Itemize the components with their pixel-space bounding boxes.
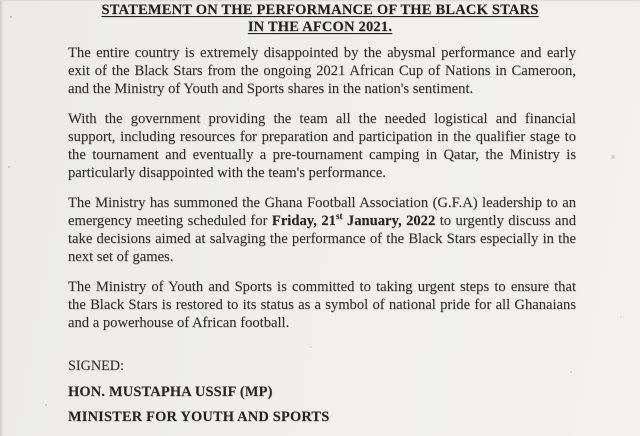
signature-block	[68, 358, 576, 434]
paragraph-4: The Ministry of Youth and Sports is committed to taking urgent steps to ensure that the Black Stars is restored to its status as a symbol of national pride for all Ghanaians and a powerhouse of African football.	[68, 279, 576, 331]
meeting-date-ordinal: st	[335, 211, 343, 222]
paragraph-3-post: to urgently discuss and take decisions aimed at salvaging the performance of the Black Stars especially in the next set of games.	[68, 213, 576, 265]
document-body	[68, 44, 576, 344]
paragraph-2: With the government providing the team all the needed logistical and financial support, including resources for preparation and participation in the qualifier stage to the tournament and eventually a pre-tournament camping in Qatar, the Ministry is particularly disappointed with the team's performance.	[68, 111, 576, 181]
document-title	[0, 0, 640, 36]
scan-edge-left	[0, 0, 4, 436]
paragraph-1: The entire country is extremely disappointed by the abysmal performance and early exit of the Black Stars from the ongoing 2021 African Cup of Nations in Cameroon, and the Ministry of Youth and Sports shares in the nation's sentiment.	[68, 45, 576, 97]
scan-noise-speckles	[10, 16, 12, 18]
scan-edge-top	[0, 0, 640, 2]
meeting-date-part-b: January, 2022	[342, 213, 436, 229]
signatory-title: MINISTER FOR YOUTH AND SPORTS	[68, 409, 330, 425]
meeting-date-part-a: Friday, 21	[271, 213, 336, 229]
signatory-name: HON. MUSTAPHA USSIF (MP)	[68, 384, 273, 400]
signed-label: SIGNED:	[68, 358, 124, 374]
title-line-2: IN THE AFCON 2021.	[247, 19, 393, 35]
paragraph-3	[68, 194, 576, 266]
paragraph-3-pre: The Ministry has summoned the Ghana Football Association (G.F.A) leadership to an emergency meeting scheduled for	[68, 195, 576, 229]
meeting-date-bold	[272, 213, 435, 229]
title-line-1: STATEMENT ON THE PERFORMANCE OF THE BLACK STARS	[101, 2, 539, 18]
